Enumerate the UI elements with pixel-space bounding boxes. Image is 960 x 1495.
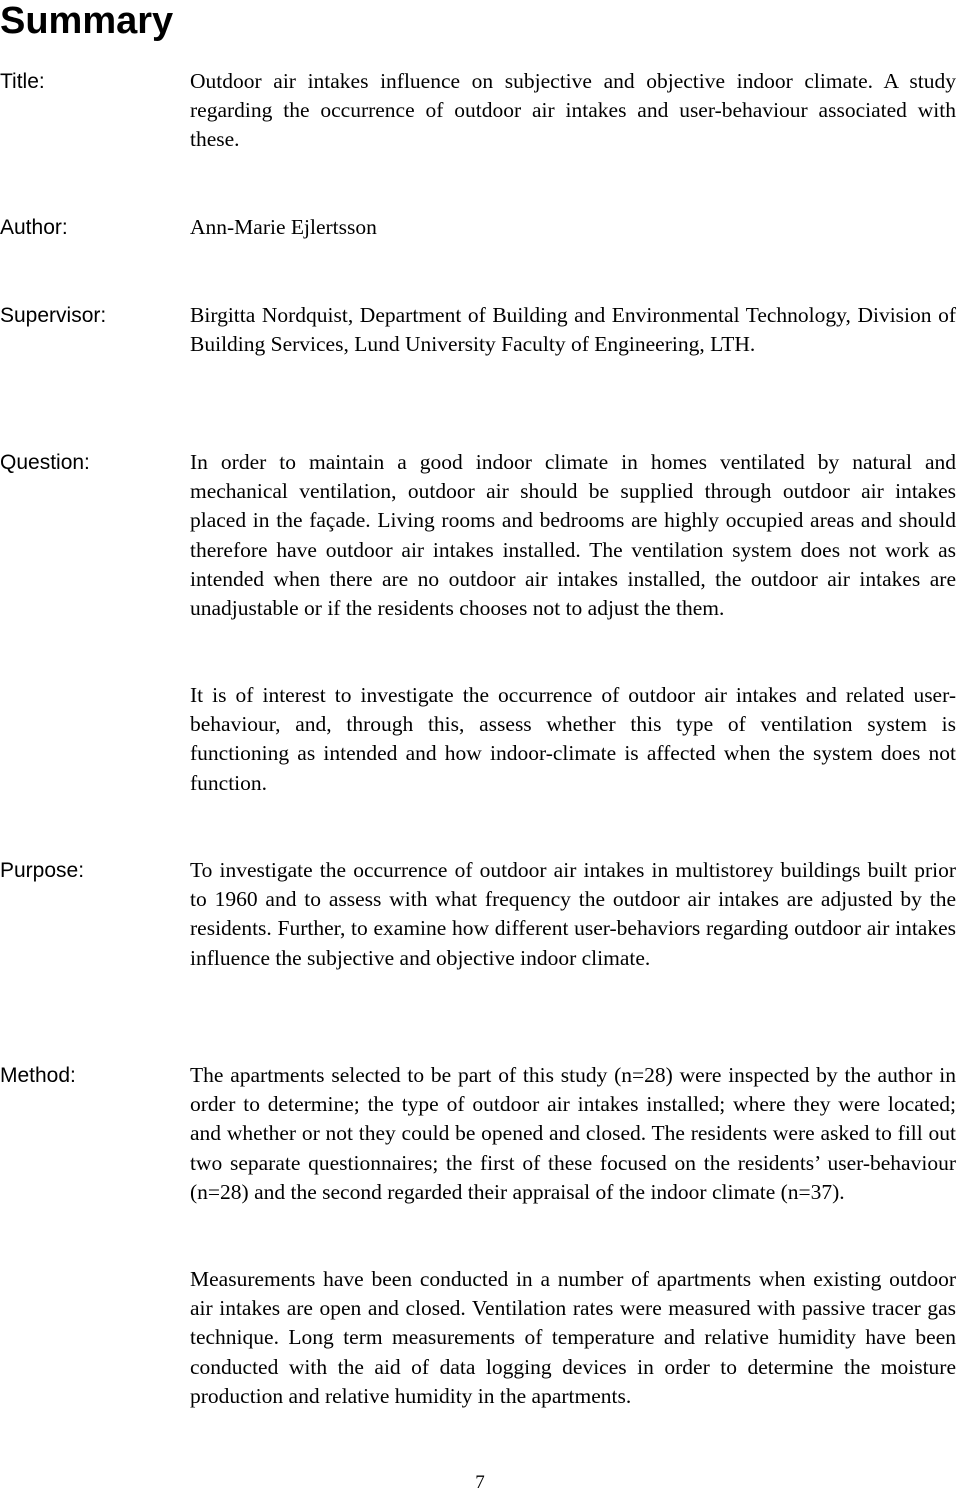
title-text: Outdoor air intakes influence on subjective and objective indoor climate. A study regarding the occurrence of outdoor air intakes and user-behaviour associated with these. <box>190 69 956 152</box>
author-label: Author: <box>0 216 68 239</box>
page-number: 7 <box>475 1472 485 1493</box>
author-text: Ann-Marie Ejlertsson <box>190 215 377 239</box>
purpose-label: Purpose: <box>0 859 85 882</box>
page-heading: Summary <box>0 0 174 42</box>
purpose-text: To investigate the occurrence of outdoor air intakes in multistorey buildings built prior to 1960 and to assess with what frequency the outdoor air intakes are adjusted by the residents. Further, to examine how different user-behaviors regarding outdoor air intakes influence the subjective and objective indoor climate. <box>190 858 956 970</box>
title-label: Title: <box>0 70 45 93</box>
question-paragraph-1: In order to maintain a good indoor climate in homes ventilated by natural and mechanical ventilation, outdoor air should be supplied through outdoor air intakes placed in the façade. Living rooms and bedrooms are highly occupied areas and should therefore have outdoor air intakes installed. The ventilation system does not work as intended when there are no outdoor air intakes installed, the outdoor air intakes are unadjustable or if the residents chooses not to adjust the them. <box>190 450 956 621</box>
supervisor-label: Supervisor: <box>0 304 107 327</box>
question-label: Question: <box>0 451 90 474</box>
method-label: Method: <box>0 1064 76 1087</box>
method-paragraph-1: The apartments selected to be part of this study (n=28) were inspected by the author in order to determine; the type of outdoor air intakes installed; where they were located; and whether or not they could be opened and closed. The residents were asked to fill out two separate questionnaires; the first of these focused on the residents’ user-behaviour (n=28) and the second regarded their appraisal of the indoor climate (n=37). <box>190 1063 956 1204</box>
question-paragraph-2: It is of interest to investigate the occurrence of outdoor air intakes and related user-behaviour, and, through this, assess whether this type of ventilation system is functioning as intended and how indoor-climate is affected when the system does not function. <box>190 683 956 795</box>
method-paragraph-2: Measurements have been conducted in a number of apartments when existing outdoor air intakes are open and closed. Ventilation rates were measured with passive tracer gas technique. Long term measurements of temperature and relative humidity have been conducted with the aid of data logging devices in order to determine the moisture production and relative humidity in the apartments. <box>190 1267 956 1408</box>
supervisor-text: Birgitta Nordquist, Department of Building and Environmental Technology, Division of Building Services, Lund University Faculty of Engineering, LTH. <box>190 303 956 357</box>
